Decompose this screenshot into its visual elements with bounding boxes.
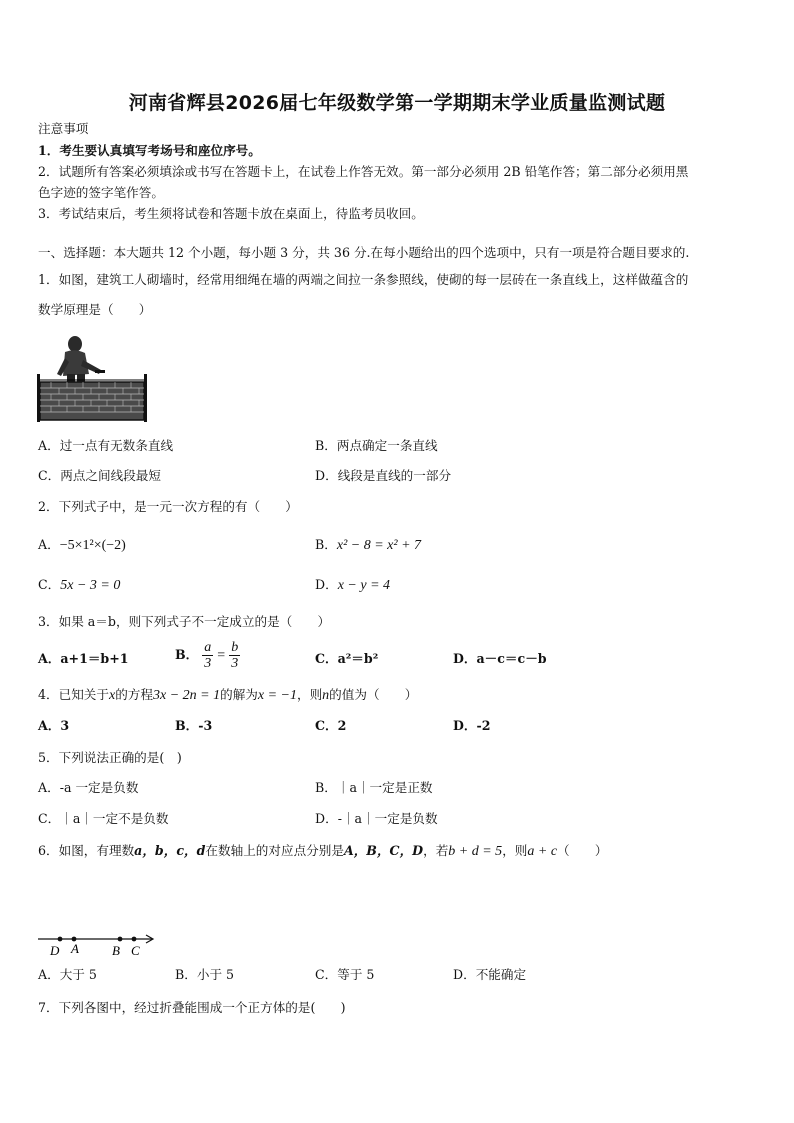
notice-item-1: 1．考生要认真填写考场号和座位序号。 (38, 143, 261, 158)
q4-stem: 4．已知关于x的方程3x − 2n = 1的解为x = −1，则n的值为（ ） (38, 687, 418, 703)
q6-option-a: A．大于 5 (38, 967, 97, 982)
q6-expression: a + c (527, 844, 558, 859)
q1-option-d: D．线段是直线的一部分 (315, 468, 452, 483)
q4-option-d: D．-2 (453, 718, 491, 733)
q5-option-a: A．-a 一定是负数 (38, 780, 139, 795)
q2-expr-d: x − y = 4 (337, 578, 391, 593)
q2-option-a: A．−5×1²×(−2) (38, 537, 126, 553)
label-b: B (112, 943, 120, 958)
q2-option-c: C．5x − 3 = 0 (38, 577, 121, 593)
q6-option-b: B．小于 5 (175, 967, 235, 982)
q5-option-c: C．｜a｜一定不是负数 (38, 811, 169, 826)
q5-option-b: B．｜a｜一定是正数 (315, 780, 433, 795)
point-d (58, 937, 63, 942)
q3-option-a: A．a+1＝b+1 (38, 651, 129, 666)
q4-option-c: C．2 (315, 718, 347, 733)
number-line-figure (36, 924, 160, 958)
q6-condition: b + d = 5 (448, 844, 503, 859)
q6-option-c: C．等于 5 (315, 967, 375, 982)
section-heading: 一、选择题：本大题共 12 个小题，每小题 3 分，共 36 分.在每小题给出的四个选项中，只有一项是符合题目要求的. (38, 245, 690, 260)
q1-stem: 1．如图，建筑工人砌墙时，经常用细绳在墙的两端之间拉一条参照线，使砌的每一层砖在一条直线上，这样做蕴含的 (38, 272, 689, 287)
q3-option-b: B． $\frac{a}{3}$ = $\frac{b}{3}$ (175, 640, 239, 671)
notice-item-2: 2．试题所有答案必须填涂或书写在答题卡上，在试卷上作答无效。第一部分必须用 2B 铅笔作答；第二部分必须用黑 (38, 164, 689, 179)
q3-option-c: C．a²＝b² (315, 651, 379, 666)
q3-frac-right: $\frac{b}{3}$ (231, 640, 239, 671)
label-c: C (131, 943, 140, 958)
q3-option-d: D．a－c＝c－b (453, 651, 547, 666)
q6-option-d: D．不能确定 (453, 967, 527, 982)
q2-stem: 2．下列式子中，是一元一次方程的有（ ） (38, 499, 298, 514)
point-c (132, 937, 137, 942)
q2-option-b: B．x² − 8 = x² + 7 (315, 537, 422, 553)
q2-expr-b: x² − 8 = x² + 7 (336, 538, 422, 553)
notice-item-2-cont: 色字迹的签字笔作答。 (38, 185, 164, 200)
q5-stem: 5．下列说法正确的是( ) (38, 750, 182, 765)
q3-frac-left: $\frac{a}{3}$ (204, 640, 212, 671)
notice-item-3: 3．考试结束后，考生须将试卷和答题卡放在桌面上，待监考员收回。 (38, 206, 424, 221)
q6-stem: 6．如图，有理数a，b，c，d在数轴上的对应点分别是A，B，C，D，若b + d = 5，则a + c（ ） (38, 843, 608, 859)
label-a: A (71, 941, 79, 956)
q3-stem: 3．如果 a＝b，则下列式子不一定成立的是（ ） (38, 614, 331, 629)
q2-option-d: D．x − y = 4 (315, 577, 391, 593)
bricklayer-illustration (37, 330, 147, 422)
q1-option-c: C．两点之间线段最短 (38, 468, 161, 483)
page-title: 河南省辉县2026届七年级数学第一学期期末学业质量监测试题 (128, 92, 666, 114)
point-b (118, 937, 123, 942)
q2-expr-a: −5×1²×(−2) (59, 538, 126, 553)
q1-stem-cont: 数学原理是（ ） (38, 302, 152, 317)
q4-option-a: A．3 (38, 718, 70, 733)
q1-option-a: A．过一点有无数条直线 (38, 438, 174, 453)
label-d: D (50, 943, 60, 958)
q4-solution: x = −1 (257, 688, 297, 703)
q4-option-b: B．-3 (175, 718, 213, 733)
q5-option-d: D．-｜a｜一定是负数 (315, 811, 438, 826)
notice-heading: 注意事项 (38, 121, 89, 136)
q4-equation: 3x − 2n = 1 (152, 688, 221, 703)
q1-option-b: B．两点确定一条直线 (315, 438, 438, 453)
q7-stem: 7．下列各图中，经过折叠能围成一个正方体的是( ) (38, 1000, 346, 1015)
q2-expr-c: 5x − 3 = 0 (60, 578, 121, 593)
